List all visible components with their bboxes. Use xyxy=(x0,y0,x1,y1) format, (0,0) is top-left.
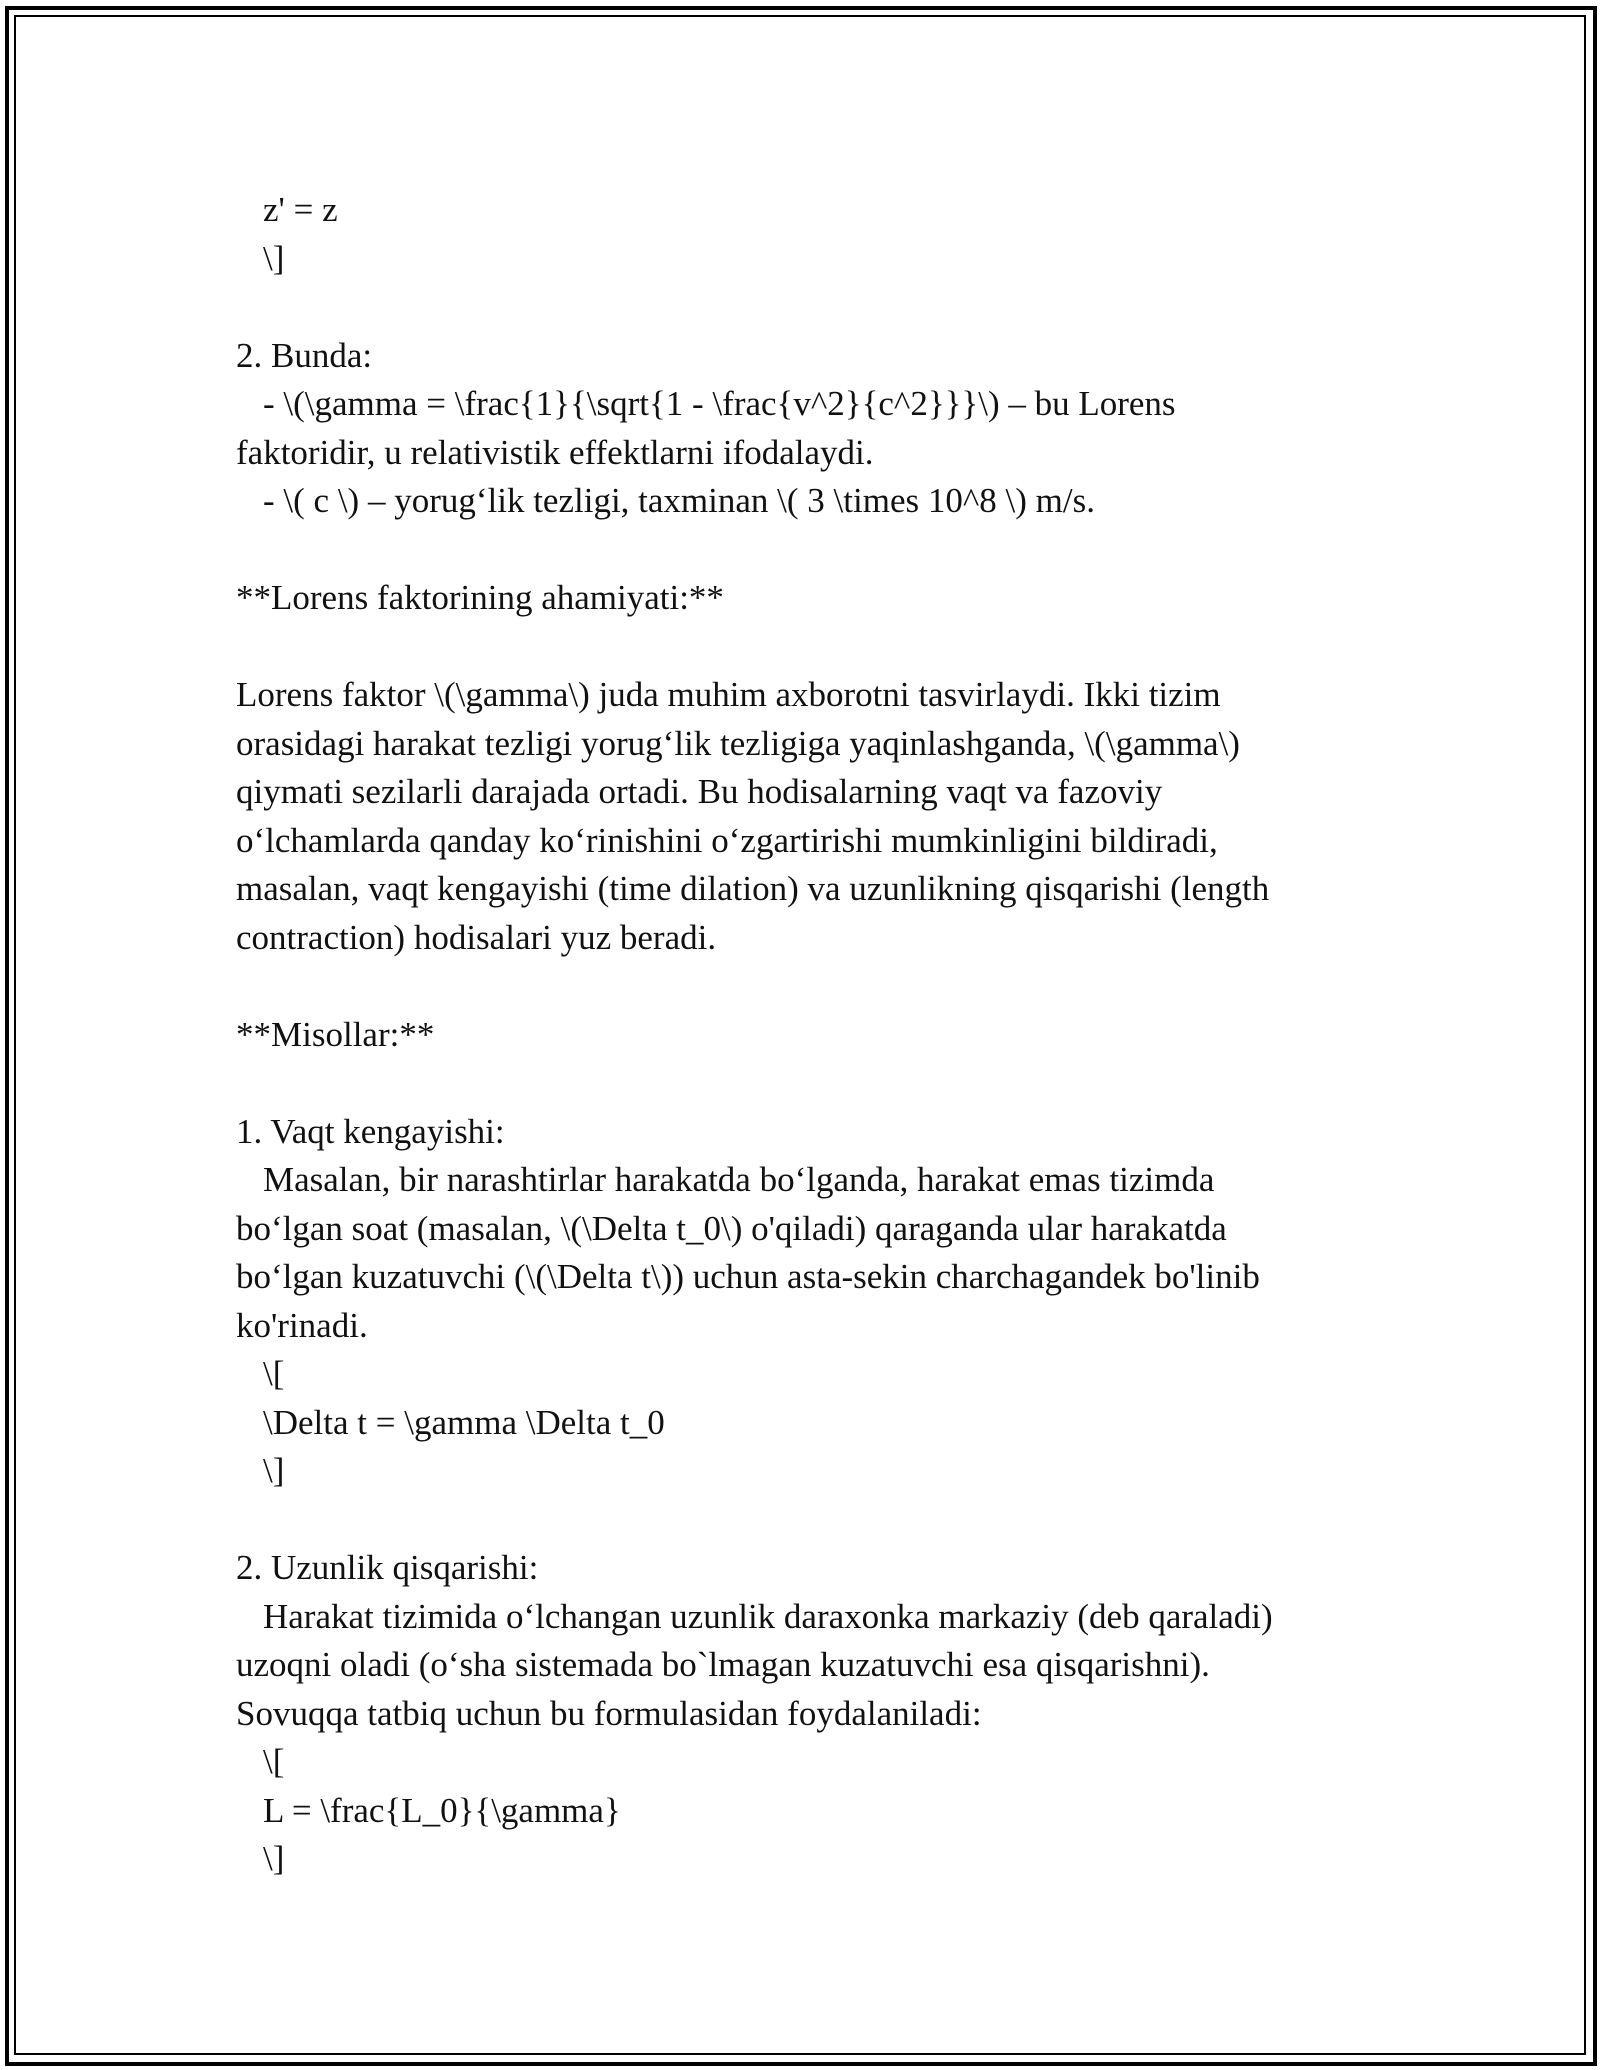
spacer xyxy=(236,962,1346,1011)
example-1-heading: 1. Vaqt kengayishi: xyxy=(236,1111,505,1151)
example-2-equation-open: \[ xyxy=(263,1742,285,1781)
example-1-equation: \Delta t = \gamma \Delta t_0 xyxy=(263,1402,665,1442)
bunda-item-2: - \( c \) – yorug‘lik tezligi, taxminan \( 3 \times 10^8 \) m/s. xyxy=(263,481,1095,520)
spacer xyxy=(236,526,1346,575)
example-1-equation-open: \[ xyxy=(263,1354,285,1393)
example-1-line-1: Masalan, bir narashtirlar harakatda bo‘lganda, harakat emas tizimda xyxy=(263,1160,1215,1199)
example-1-line-4: ko'rinadi. xyxy=(236,1305,368,1345)
paragraph-line: o‘lchamlarda qanday ko‘rinishini o‘zgartirishi mumkinligini bildiradi, xyxy=(236,820,1218,860)
paragraph-line: masalan, vaqt kengayishi (time dilation) va uzunlikning qisqarishi (length xyxy=(236,869,1270,908)
paragraph-line: qiymati sezilarli darajada ortadi. Bu hodisalarning vaqt va fazoviy xyxy=(236,772,1163,811)
document-body xyxy=(236,186,1346,1884)
bunda-item-1-line-1: - \(\gamma = \frac{1}{\sqrt{1 - \frac{v^2}{c^2}}}\) – bu Lorens xyxy=(263,384,1176,423)
example-2-equation: L = \frac{L_0}{\gamma} xyxy=(263,1790,621,1830)
paragraph-line: contraction) hodisalari yuz beradi. xyxy=(236,917,717,957)
paragraph-line: Lorens faktor \(\gamma\) juda muhim axborotni tasvirlaydi. Ikki tizim xyxy=(236,675,1221,714)
example-1-line-3: bo‘lgan kuzatuvchi (\(\Delta t\)) uchun asta-sekin charchagandek bo'linib xyxy=(236,1257,1260,1296)
equation-close: \] xyxy=(263,238,285,278)
example-2-line-1: Harakat tizimida o‘lchangan uzunlik daraxonka markaziy (deb qaraladi) xyxy=(263,1596,1273,1636)
equation-line: z' = z xyxy=(263,190,338,229)
example-2-heading: 2. Uzunlik qisqarishi: xyxy=(236,1548,539,1587)
spacer xyxy=(236,1496,1346,1545)
bunda-heading: 2. Bunda: xyxy=(236,335,373,375)
example-1-equation-close: \] xyxy=(263,1451,285,1490)
spacer xyxy=(236,623,1346,672)
misollar-heading: **Misollar:** xyxy=(236,1014,435,1054)
example-1-line-2: bo‘lgan soat (masalan, \(\Delta t_0\) o'qiladi) qaraganda ular harakatda xyxy=(236,1208,1227,1248)
paragraph-line: orasidagi harakat tezligi yorug‘lik tezligiga yaqinlashganda, \(\gamma\) xyxy=(236,723,1240,763)
example-2-line-2: uzoqni oladi (o‘sha sistemada bo`lmagan kuzatuvchi esa qisqarishni). xyxy=(236,1645,1210,1684)
example-2-equation-close: \] xyxy=(263,1839,285,1878)
ahamiyati-heading: **Lorens faktorining ahamiyati:** xyxy=(236,578,724,617)
example-2-line-3: Sovuqqa tatbiq uchun bu formulasidan foydalaniladi: xyxy=(236,1693,982,1733)
bunda-item-1-line-2: faktoridir, u relativistik effektlarni ifodalaydi. xyxy=(236,432,874,472)
spacer xyxy=(236,1059,1346,1108)
spacer xyxy=(236,283,1346,332)
